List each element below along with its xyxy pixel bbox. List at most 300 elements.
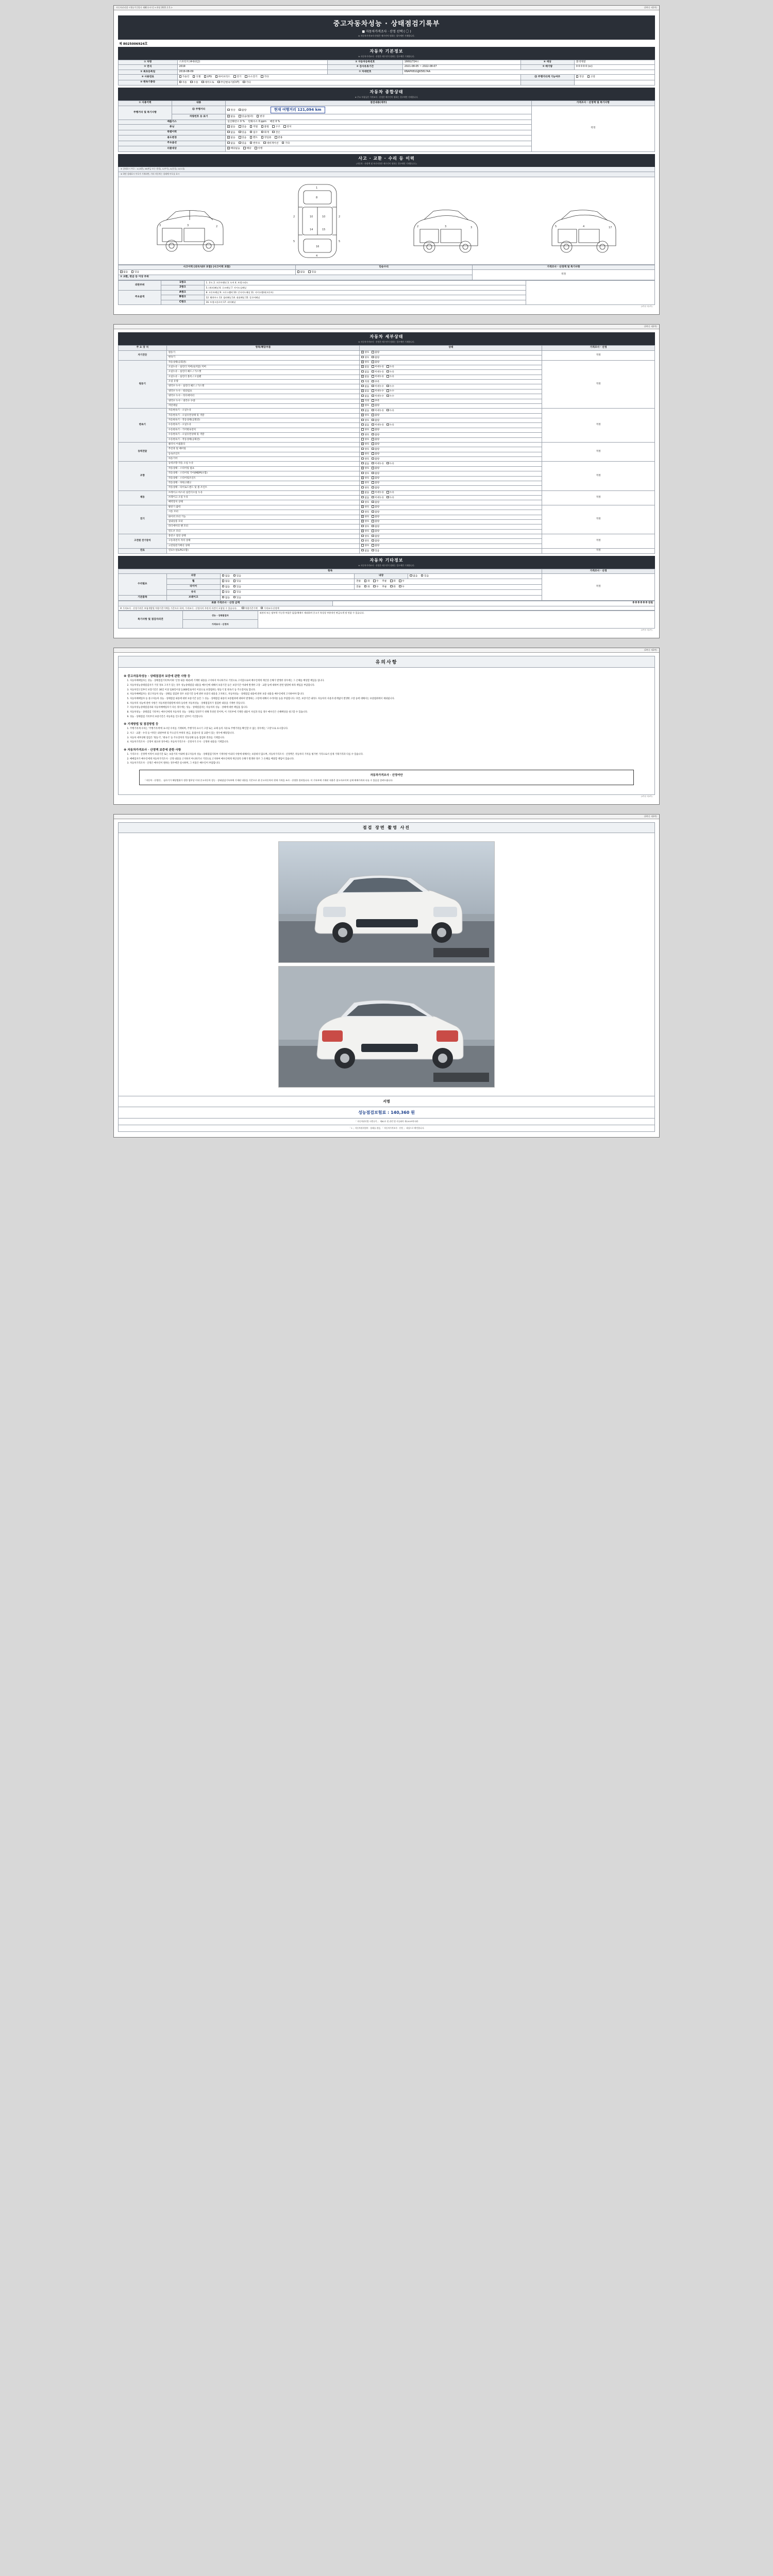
state-checkbox[interactable] bbox=[361, 486, 364, 489]
state-option[interactable]: 불량 bbox=[372, 505, 379, 509]
odometer-opt-broken[interactable]: 고장 bbox=[587, 75, 595, 79]
state-option[interactable]: 불량 bbox=[372, 477, 379, 480]
state-checkbox[interactable] bbox=[372, 462, 374, 465]
mainopt-navigation[interactable]: 네비게이션 bbox=[263, 142, 278, 145]
state-option[interactable]: 양호 bbox=[361, 419, 369, 422]
state-option[interactable]: 없음 bbox=[361, 375, 369, 379]
mainopt-none[interactable]: 없음 bbox=[227, 142, 235, 145]
state-checkbox[interactable] bbox=[386, 496, 389, 499]
wheel-rear[interactable]: 후륜 bbox=[382, 580, 387, 583]
fuel-opt-hybrid[interactable]: 하이브리드 bbox=[215, 75, 230, 79]
price-basis-standard[interactable]: 차량기준가액 bbox=[242, 607, 257, 610]
state-option[interactable]: 양호 bbox=[361, 472, 369, 476]
state-checkbox[interactable] bbox=[361, 501, 364, 503]
state-option[interactable]: 양호 bbox=[361, 477, 369, 480]
detail-item-state[interactable] bbox=[360, 457, 542, 462]
state-checkbox[interactable] bbox=[361, 467, 364, 469]
usage-opt-none[interactable]: 없음 bbox=[227, 136, 235, 140]
wheel-position-options[interactable] bbox=[355, 579, 542, 584]
state-checkbox[interactable] bbox=[361, 477, 364, 479]
state-checkbox[interactable] bbox=[372, 389, 374, 392]
detail-item-state[interactable] bbox=[360, 496, 542, 500]
state-option[interactable]: 미세누유 bbox=[372, 423, 384, 427]
detail-item-state[interactable] bbox=[360, 481, 542, 485]
detail-item-state[interactable] bbox=[360, 462, 542, 466]
state-option[interactable]: 없음 bbox=[361, 395, 369, 398]
state-checkbox[interactable] bbox=[372, 409, 374, 412]
state-checkbox[interactable] bbox=[361, 380, 364, 383]
odometer-opt-normal[interactable]: 정상 bbox=[576, 75, 584, 79]
state-checkbox[interactable] bbox=[361, 520, 364, 522]
state-checkbox[interactable] bbox=[361, 544, 364, 547]
state-checkbox[interactable] bbox=[372, 539, 374, 542]
fuel-opt-other[interactable]: 기타 bbox=[261, 75, 268, 79]
state-checkbox[interactable] bbox=[361, 539, 364, 542]
state-checkbox[interactable] bbox=[386, 491, 389, 494]
state-checkbox[interactable] bbox=[361, 452, 364, 455]
state-checkbox[interactable] bbox=[361, 549, 364, 552]
state-option[interactable]: 불량 bbox=[372, 404, 379, 408]
state-option[interactable]: 누유 bbox=[386, 365, 394, 369]
state-checkbox[interactable] bbox=[372, 452, 374, 455]
state-option[interactable]: 불량 bbox=[372, 520, 379, 523]
state-option[interactable]: 있음 bbox=[372, 549, 379, 553]
state-checkbox[interactable] bbox=[372, 477, 374, 479]
detail-item-state[interactable] bbox=[360, 360, 542, 365]
state-option[interactable]: 미세누유 bbox=[372, 496, 384, 500]
mainopt-has[interactable]: 있음 bbox=[239, 142, 246, 145]
state-option[interactable]: 없음 bbox=[361, 365, 369, 369]
detail-item-state[interactable] bbox=[360, 544, 542, 548]
brake-options[interactable] bbox=[220, 595, 542, 600]
brake-opt-none[interactable]: 없음 bbox=[222, 596, 230, 600]
state-checkbox[interactable] bbox=[361, 448, 364, 450]
tire-front[interactable]: 전륜 bbox=[356, 585, 361, 588]
state-checkbox[interactable] bbox=[372, 428, 374, 431]
state-option[interactable]: 미세누유 bbox=[372, 365, 384, 369]
state-checkbox[interactable] bbox=[386, 389, 389, 392]
state-checkbox[interactable] bbox=[361, 515, 364, 518]
state-checkbox[interactable] bbox=[372, 380, 374, 383]
state-checkbox[interactable] bbox=[372, 448, 374, 450]
state-option[interactable]: 누수 bbox=[386, 395, 394, 398]
state-option[interactable]: 없음 bbox=[361, 385, 369, 388]
state-checkbox[interactable] bbox=[372, 399, 374, 402]
recall-opt-done[interactable]: 이행 bbox=[255, 147, 262, 150]
state-checkbox[interactable] bbox=[361, 375, 364, 378]
state-option[interactable]: 누수 bbox=[386, 385, 394, 388]
detail-item-state[interactable] bbox=[360, 534, 542, 539]
state-option[interactable]: 누수 bbox=[386, 389, 394, 393]
tuning-opt-illegal[interactable]: 불법 bbox=[261, 125, 269, 129]
state-option[interactable]: 없음 bbox=[361, 409, 369, 413]
state-checkbox[interactable] bbox=[372, 414, 374, 416]
tire-rear[interactable]: 후륜 bbox=[382, 585, 387, 588]
state-option[interactable]: 불량 bbox=[372, 544, 379, 548]
state-option[interactable]: 없음 bbox=[361, 389, 369, 393]
state-checkbox[interactable] bbox=[386, 365, 389, 368]
state-option[interactable]: 불량 bbox=[372, 467, 379, 470]
detail-item-state[interactable] bbox=[360, 515, 542, 519]
state-option[interactable]: 불량 bbox=[372, 472, 379, 476]
state-option[interactable]: 불량 bbox=[372, 433, 379, 437]
detail-item-state[interactable] bbox=[360, 447, 542, 452]
usage-change-options[interactable] bbox=[226, 135, 531, 141]
detail-item-state[interactable] bbox=[360, 384, 542, 389]
detail-item-state[interactable] bbox=[360, 409, 542, 413]
state-option[interactable]: 양호 bbox=[361, 520, 369, 523]
state-option[interactable]: 양호 bbox=[361, 505, 369, 509]
state-option[interactable]: 없음 bbox=[361, 370, 369, 374]
state-option[interactable]: 누유 bbox=[386, 491, 394, 495]
tire-rear-right[interactable]: 우 bbox=[399, 585, 405, 589]
state-checkbox[interactable] bbox=[361, 438, 364, 440]
detail-item-state[interactable] bbox=[360, 380, 542, 384]
state-checkbox[interactable] bbox=[372, 423, 374, 426]
state-checkbox[interactable] bbox=[372, 530, 374, 532]
special-opt-flood[interactable]: 침수 bbox=[250, 131, 258, 134]
trans-opt-manual[interactable]: 수동 bbox=[190, 81, 198, 84]
state-checkbox[interactable] bbox=[361, 530, 364, 532]
detail-item-state[interactable] bbox=[360, 524, 542, 529]
tire-opt-has[interactable]: 있음 bbox=[233, 585, 241, 589]
state-checkbox[interactable] bbox=[372, 549, 374, 552]
state-option[interactable]: 양호 bbox=[361, 404, 369, 408]
interior-options[interactable] bbox=[408, 573, 542, 579]
detail-item-state[interactable] bbox=[360, 549, 542, 553]
fuel-opt-lpg[interactable]: LPG bbox=[204, 75, 212, 79]
accident-history-options[interactable] bbox=[119, 270, 296, 275]
state-checkbox[interactable] bbox=[361, 423, 364, 426]
state-option[interactable]: 양호 bbox=[361, 452, 369, 456]
state-checkbox[interactable] bbox=[361, 535, 364, 537]
trans-opt-auto[interactable]: 자동 bbox=[179, 81, 187, 84]
state-checkbox[interactable] bbox=[372, 361, 374, 363]
state-option[interactable]: 적정 bbox=[361, 380, 369, 384]
simple-repair-opt-none[interactable]: 없음 bbox=[297, 270, 305, 274]
state-checkbox[interactable] bbox=[372, 356, 374, 359]
usage-opt-rent[interactable]: 렌트 bbox=[250, 136, 258, 140]
detail-item-state[interactable] bbox=[360, 423, 542, 428]
state-option[interactable]: 불량 bbox=[372, 361, 379, 364]
state-option[interactable]: 미세누수 bbox=[372, 385, 384, 388]
state-option[interactable]: 없음 bbox=[361, 496, 369, 500]
state-option[interactable]: 불량 bbox=[372, 481, 379, 485]
state-option[interactable]: 양호 bbox=[361, 361, 369, 364]
state-checkbox[interactable] bbox=[361, 428, 364, 431]
state-checkbox[interactable] bbox=[372, 457, 374, 460]
state-option[interactable]: 불량 bbox=[372, 443, 379, 446]
odometer-function-options[interactable] bbox=[574, 75, 654, 80]
detail-item-state[interactable] bbox=[360, 486, 542, 490]
state-checkbox[interactable] bbox=[372, 433, 374, 436]
mainopt-etc[interactable]: 기타 bbox=[282, 142, 290, 145]
fuel-options[interactable] bbox=[177, 75, 520, 80]
state-option[interactable]: 불량 bbox=[372, 511, 379, 514]
state-option[interactable]: 양호 bbox=[361, 511, 369, 514]
state-checkbox[interactable] bbox=[361, 419, 364, 421]
state-checkbox[interactable] bbox=[372, 467, 374, 469]
usage-opt-government[interactable]: 관용 bbox=[275, 136, 282, 140]
glass-opt-has[interactable]: 있음 bbox=[233, 590, 241, 594]
state-option[interactable]: 양호 bbox=[361, 481, 369, 485]
main-options-values[interactable] bbox=[226, 141, 531, 146]
state-checkbox[interactable] bbox=[361, 525, 364, 528]
tuning-options[interactable] bbox=[226, 125, 531, 130]
plate-mark-options[interactable] bbox=[226, 114, 531, 120]
state-option[interactable]: 불량 bbox=[372, 419, 379, 422]
state-checkbox[interactable] bbox=[372, 505, 374, 508]
state-checkbox[interactable] bbox=[386, 370, 389, 373]
tuning-opt-none[interactable]: 없음 bbox=[227, 125, 235, 129]
detail-item-state[interactable] bbox=[360, 418, 542, 423]
state-option[interactable]: 양호 bbox=[361, 467, 369, 470]
detail-item-state[interactable] bbox=[360, 505, 542, 510]
state-option[interactable]: 불량 bbox=[372, 539, 379, 543]
state-option[interactable]: 누유 bbox=[386, 496, 394, 500]
state-checkbox[interactable] bbox=[372, 443, 374, 445]
state-checkbox[interactable] bbox=[372, 491, 374, 494]
state-checkbox[interactable] bbox=[361, 462, 364, 465]
state-option[interactable]: 불량 bbox=[372, 501, 379, 504]
state-checkbox[interactable] bbox=[372, 515, 374, 518]
detail-item-state[interactable] bbox=[360, 437, 542, 442]
state-option[interactable]: 미세누유 bbox=[372, 409, 384, 413]
state-checkbox[interactable] bbox=[361, 395, 364, 397]
fuel-opt-gasoline[interactable]: 가솔린 bbox=[179, 75, 190, 79]
detail-item-state[interactable] bbox=[360, 466, 542, 471]
state-checkbox[interactable] bbox=[372, 544, 374, 547]
interior-opt-none[interactable]: 없음 bbox=[410, 574, 417, 578]
glass-opt-none[interactable]: 없음 bbox=[222, 590, 230, 594]
mileage-opt-normal[interactable]: 정상 bbox=[227, 109, 235, 112]
tire-opt-none[interactable]: 없음 bbox=[222, 585, 230, 589]
state-option[interactable]: 누유 bbox=[386, 409, 394, 413]
state-option[interactable]: 양호 bbox=[361, 539, 369, 543]
mainopt-sunroof[interactable]: 썬루프 bbox=[250, 142, 260, 145]
recall-opt-applicable[interactable]: 해당 bbox=[243, 147, 251, 150]
state-option[interactable]: 양호 bbox=[361, 525, 369, 529]
state-checkbox[interactable] bbox=[386, 423, 389, 426]
state-option[interactable]: 불량 bbox=[372, 448, 379, 451]
state-checkbox[interactable] bbox=[386, 462, 389, 465]
detail-item-state[interactable] bbox=[360, 529, 542, 534]
detail-item-state[interactable] bbox=[360, 442, 542, 447]
state-option[interactable]: 불량 bbox=[372, 530, 379, 533]
state-option[interactable]: 불량 bbox=[372, 457, 379, 461]
state-option[interactable]: 누유 bbox=[386, 462, 394, 466]
state-checkbox[interactable] bbox=[372, 375, 374, 378]
simple-repair-options[interactable] bbox=[295, 270, 473, 275]
detail-item-state[interactable] bbox=[360, 399, 542, 403]
tuning-opt-structure[interactable]: 구조 bbox=[272, 125, 280, 129]
mileage-value-cell[interactable] bbox=[226, 106, 531, 114]
detail-item-state[interactable] bbox=[360, 413, 542, 418]
state-option[interactable]: 불량 bbox=[372, 356, 379, 360]
state-checkbox[interactable] bbox=[361, 365, 364, 368]
detail-item-state[interactable] bbox=[360, 375, 542, 379]
state-option[interactable]: 불량 bbox=[372, 414, 379, 417]
usage-opt-has[interactable]: 있음 bbox=[239, 136, 246, 140]
detail-item-state[interactable] bbox=[360, 433, 542, 437]
detail-item-state[interactable] bbox=[360, 476, 542, 481]
state-option[interactable]: 양호 bbox=[361, 486, 369, 490]
state-option[interactable]: 부족 bbox=[372, 399, 379, 403]
interior-opt-has[interactable]: 있음 bbox=[421, 574, 429, 578]
fuel-opt-hydrogen[interactable]: 수소전기 bbox=[245, 75, 258, 79]
state-option[interactable]: 불량 bbox=[372, 486, 379, 490]
state-checkbox[interactable] bbox=[361, 399, 364, 402]
detail-item-state[interactable] bbox=[360, 350, 542, 355]
state-option[interactable]: 없음 bbox=[361, 549, 369, 553]
accident-opt-none[interactable]: 없음 bbox=[120, 270, 128, 274]
state-option[interactable]: 적정 bbox=[361, 399, 369, 403]
state-option[interactable]: 불량 bbox=[372, 428, 379, 432]
exterior-opt-has[interactable]: 있음 bbox=[233, 574, 241, 578]
detail-item-state[interactable] bbox=[360, 539, 542, 544]
state-checkbox[interactable] bbox=[372, 496, 374, 499]
state-checkbox[interactable] bbox=[361, 414, 364, 416]
state-option[interactable]: 없음 bbox=[361, 423, 369, 427]
state-option[interactable]: 양호 bbox=[361, 443, 369, 446]
state-option[interactable]: 양호 bbox=[361, 544, 369, 548]
state-checkbox[interactable] bbox=[361, 511, 364, 513]
special-opt-none[interactable]: 없음 bbox=[227, 131, 235, 134]
transmission-options[interactable] bbox=[177, 80, 520, 85]
tire-rear-left[interactable]: 좌 bbox=[390, 585, 396, 589]
state-option[interactable]: 누유 bbox=[386, 375, 394, 379]
state-checkbox[interactable] bbox=[361, 491, 364, 494]
plate-opt-changed[interactable]: 변경 bbox=[257, 115, 264, 118]
state-option[interactable]: 누유 bbox=[386, 370, 394, 374]
recall-opt-na[interactable]: 해당없음 bbox=[227, 147, 240, 150]
state-option[interactable]: 불량 bbox=[372, 438, 379, 442]
state-checkbox[interactable] bbox=[372, 481, 374, 484]
state-option[interactable]: 없음 bbox=[361, 462, 369, 466]
state-checkbox[interactable] bbox=[372, 395, 374, 397]
state-option[interactable]: 양호 bbox=[361, 428, 369, 432]
fuel-opt-electric[interactable]: 전기 bbox=[233, 75, 241, 79]
state-option[interactable]: 부족 bbox=[372, 380, 379, 384]
detail-item-state[interactable] bbox=[360, 490, 542, 495]
special-opt-has[interactable]: 있음 bbox=[239, 131, 246, 134]
detail-item-state[interactable] bbox=[360, 452, 542, 456]
state-option[interactable]: 양호 bbox=[361, 438, 369, 442]
state-option[interactable]: 미세누수 bbox=[372, 389, 384, 393]
exterior-options[interactable] bbox=[220, 573, 354, 579]
simple-repair-opt-has[interactable]: 있음 bbox=[308, 270, 316, 274]
detail-item-state[interactable] bbox=[360, 471, 542, 476]
state-checkbox[interactable] bbox=[361, 481, 364, 484]
detail-item-state[interactable] bbox=[360, 370, 542, 375]
special-opt-total-loss[interactable]: 전손 bbox=[272, 131, 280, 134]
state-option[interactable]: 미세누유 bbox=[372, 462, 384, 466]
wheel-front-right[interactable]: 우 bbox=[373, 580, 379, 583]
state-checkbox[interactable] bbox=[372, 419, 374, 421]
state-option[interactable]: 누유 bbox=[386, 423, 394, 427]
price-basis-surveyed[interactable]: 가격조사·산정액 bbox=[261, 607, 279, 610]
state-option[interactable]: 불량 bbox=[372, 452, 379, 456]
state-option[interactable]: 미세누수 bbox=[372, 395, 384, 398]
special-history-options[interactable] bbox=[226, 130, 531, 135]
tuning-opt-has[interactable]: 있음 bbox=[239, 125, 246, 129]
state-option[interactable]: 양호 bbox=[361, 351, 369, 354]
state-option[interactable]: 불량 bbox=[372, 515, 379, 519]
state-checkbox[interactable] bbox=[386, 385, 389, 387]
state-checkbox[interactable] bbox=[372, 438, 374, 440]
detail-item-state[interactable] bbox=[360, 355, 542, 360]
state-checkbox[interactable] bbox=[361, 404, 364, 406]
brake-opt-has[interactable]: 있음 bbox=[233, 596, 241, 600]
exterior-opt-none[interactable]: 없음 bbox=[222, 574, 230, 578]
state-option[interactable]: 양호 bbox=[361, 515, 369, 519]
state-checkbox[interactable] bbox=[372, 365, 374, 368]
state-checkbox[interactable] bbox=[386, 375, 389, 378]
state-checkbox[interactable] bbox=[372, 520, 374, 522]
state-option[interactable]: 양호 bbox=[361, 501, 369, 504]
state-option[interactable]: 미세누유 bbox=[372, 375, 384, 379]
state-checkbox[interactable] bbox=[361, 385, 364, 387]
glass-options[interactable] bbox=[220, 590, 542, 595]
tire-position-options[interactable] bbox=[355, 584, 542, 589]
state-option[interactable]: 양호 bbox=[361, 433, 369, 437]
wheel-opt-none[interactable]: 없음 bbox=[222, 580, 230, 583]
state-option[interactable]: 양호 bbox=[361, 535, 369, 538]
state-checkbox[interactable] bbox=[361, 443, 364, 445]
state-checkbox[interactable] bbox=[372, 404, 374, 406]
state-checkbox[interactable] bbox=[372, 525, 374, 528]
tire-front-left[interactable]: 좌 bbox=[364, 585, 370, 589]
wheel-rear-left[interactable]: 좌 bbox=[390, 580, 396, 583]
detail-item-state[interactable] bbox=[360, 403, 542, 408]
state-checkbox[interactable] bbox=[372, 370, 374, 373]
state-checkbox[interactable] bbox=[372, 472, 374, 474]
state-checkbox[interactable] bbox=[361, 496, 364, 499]
state-checkbox[interactable] bbox=[386, 395, 389, 397]
accident-opt-has[interactable]: 있음 bbox=[131, 270, 139, 274]
state-option[interactable]: 불량 bbox=[372, 351, 379, 354]
tuning-opt-device[interactable]: 장치 bbox=[283, 125, 291, 129]
state-option[interactable]: 불량 bbox=[372, 525, 379, 529]
state-option[interactable]: 미세누유 bbox=[372, 370, 384, 374]
state-option[interactable]: 양호 bbox=[361, 414, 369, 417]
detail-item-state[interactable] bbox=[360, 394, 542, 399]
trans-opt-other[interactable]: 기타 bbox=[243, 81, 250, 84]
detail-item-state[interactable] bbox=[360, 519, 542, 524]
wheel-rear-right[interactable]: 우 bbox=[399, 580, 405, 583]
state-checkbox[interactable] bbox=[361, 361, 364, 363]
state-checkbox[interactable] bbox=[372, 501, 374, 503]
tuning-opt-legal[interactable]: 적법 bbox=[250, 125, 258, 129]
detail-item-state[interactable] bbox=[360, 510, 542, 515]
detail-item-state[interactable] bbox=[360, 428, 542, 432]
trans-opt-semiauto[interactable]: 세미오토 bbox=[201, 81, 214, 84]
state-option[interactable]: 양호 bbox=[361, 530, 369, 533]
state-checkbox[interactable] bbox=[361, 472, 364, 474]
state-checkbox[interactable] bbox=[372, 535, 374, 537]
wheel-front[interactable]: 전륜 bbox=[356, 580, 361, 583]
state-checkbox[interactable] bbox=[372, 511, 374, 513]
state-option[interactable]: 없음 bbox=[361, 491, 369, 495]
state-checkbox[interactable] bbox=[361, 505, 364, 508]
state-checkbox[interactable] bbox=[372, 385, 374, 387]
fuel-opt-diesel[interactable]: 디젤 bbox=[193, 75, 200, 79]
state-option[interactable]: 양호 bbox=[361, 457, 369, 461]
state-checkbox[interactable] bbox=[372, 486, 374, 489]
state-option[interactable]: 불량 bbox=[372, 535, 379, 538]
recall-options[interactable] bbox=[226, 146, 531, 151]
state-checkbox[interactable] bbox=[361, 370, 364, 373]
